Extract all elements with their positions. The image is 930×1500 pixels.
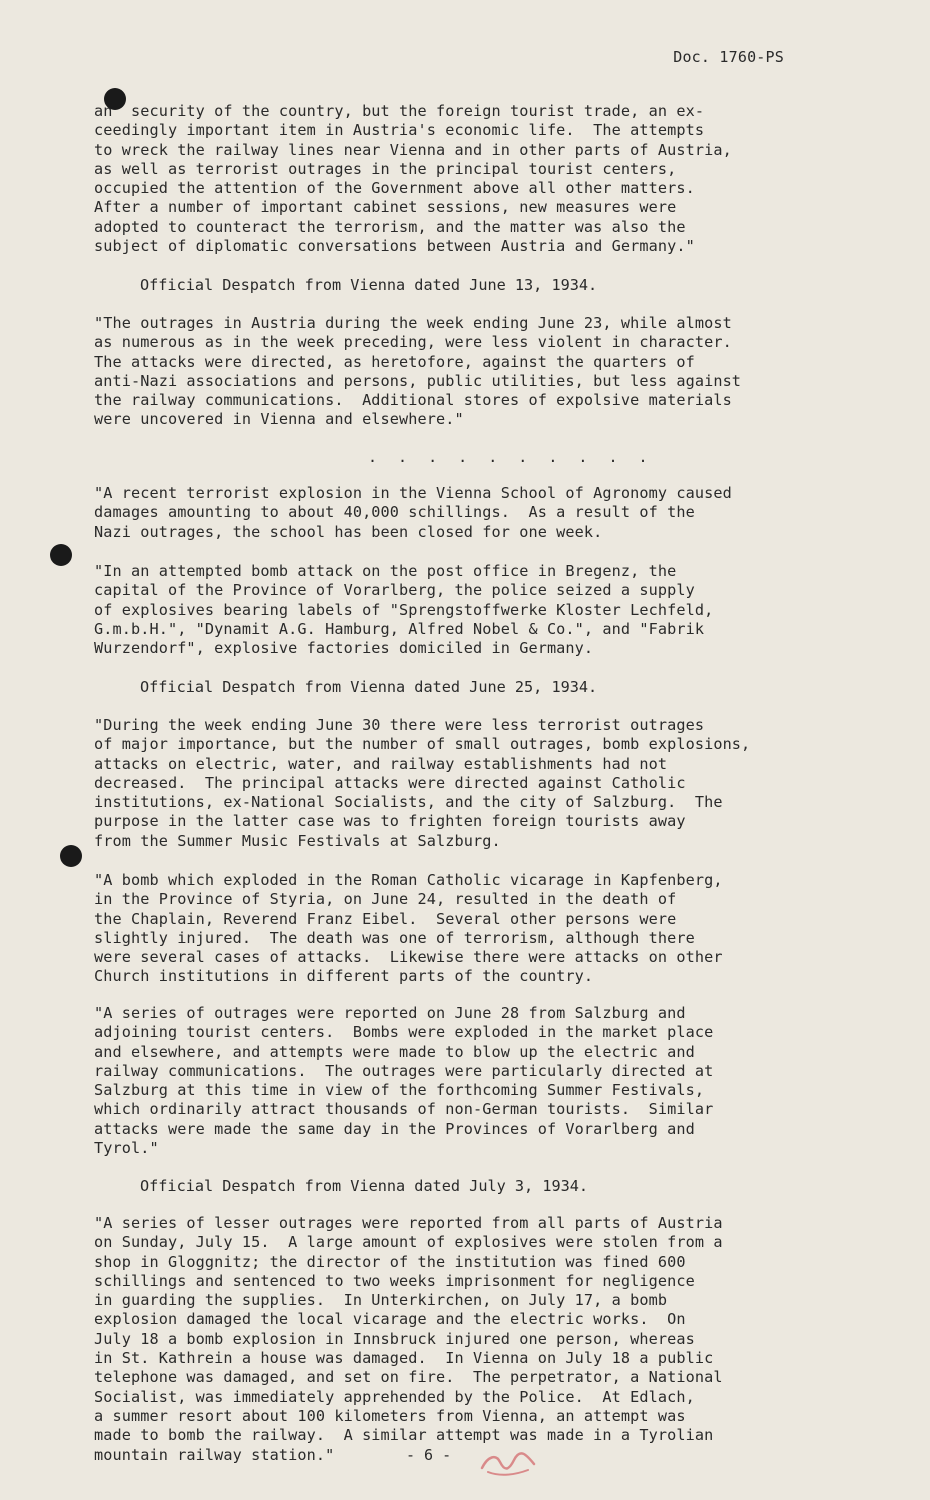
- paragraph-salzburg-outrages: "A series of outrages were reported on June 28 from Salzburg and adjoining tourist centers. Bombs were exploded in the market place and elsewhere, and attempts were made to blow up the electric and railway communications. The outrages were particularly directed at Salzburg at this time in view of the forthcoming Summer Festivals, which ordinarily attract thousands of non-German tourists. Similar attacks were made the same day in the Provinces of Vorarlberg and Tyrol.": [94, 1004, 714, 1158]
- despatch-heading-june-25: Official Despatch from Vienna dated June 25, 1934.: [140, 678, 598, 696]
- punch-hole-icon: [50, 544, 72, 566]
- punch-hole-icon: [60, 845, 82, 867]
- handwritten-mark-icon: [478, 1448, 538, 1478]
- paragraph-outrages-june-23: "The outrages in Austria during the week ending June 23, while almost as numerous as in the week preceding, were less violent in character. The attacks were directed, as heretofore, against the quarters of anti-Nazi associations and persons, public utilities, but less against the railway communications. Additional stores of expolsive materials were uncovered in Vienna and elsewhere.": [94, 314, 742, 429]
- document-reference: Doc. 1760-PS: [673, 48, 784, 66]
- paragraph-week-ending-june-30: "During the week ending June 30 there were less terrorist outrages of major importance, but the number of small outrages, bomb explosions, attacks on electric, water, and railway establishments had not decreased. The principal attacks were directed against Catholic institutions, ex-National Socialists, and the city of Salzburg. The purpose in the latter case was to frighten foreign tourists away from the Summer Music Festivals at Salzburg.: [94, 716, 751, 850]
- paragraph-bregenz-bomb: "In an attempted bomb attack on the post office in Bregenz, the capital of the Province of Vorarlberg, the police seized a supply of explosives bearing labels of "Sprengstoffwerke Kloster Lechfeld, G.m.b.H.", "Dynamit A.G. Hamburg, Alfred Nobel & Co.", and "Fabrik Wurzendorf", explosive factories domiciled in Germany.: [94, 562, 714, 658]
- page-number: - 6 -: [406, 1446, 452, 1464]
- paragraph-school-of-agronomy: "A recent terrorist explosion in the Vienna School of Agronomy caused damages amounting to about 40,000 schillings. As a result of the Nazi outrages, the school has been closed for one week.: [94, 484, 732, 541]
- despatch-heading-july-3: Official Despatch from Vienna dated July 3, 1934.: [140, 1177, 589, 1195]
- paragraph-july-15-outrages: "A series of lesser outrages were reported from all parts of Austria on Sunday, July 15. A large amount of explosives were stolen from a shop in Gloggnitz; the director of the institution was fined 600 schillings and sentenced to two weeks imprisonment for negligence in guarding the supplies. In Unterkirchen, on July 17, a bomb explosion damaged the local vicarage and the electric works. On July 18 a bomb explosion in Innsbruck injured one person, whereas in St. Kathrein a house was damaged. In Vienna on July 18 a public telephone was damaged, and set on fire. The perpetrator, a National Socialist, was immediately apprehended by the Police. At Edlach, a summer resort about 100 kilometers from Vienna, an attempt was made to bomb the railway. A similar attempt was made in a Tyrolian mountain railway station.": [94, 1214, 723, 1464]
- paragraph-kapfenberg-bomb: "A bomb which exploded in the Roman Catholic vicarage in Kapfenberg, in the Province of Styria, on June 24, resulted in the death of the Chaplain, Reverend Franz Eibel. Several other persons were slightly injured. The death was one of terrorism, although there were several cases of attacks. Likewise there were attacks on other Church institutions in different parts of the country.: [94, 871, 723, 986]
- section-separator: . . . . . . . . . .: [368, 448, 654, 466]
- paragraph-intro: an security of the country, but the foreign tourist trade, an ex- ceedingly important item in Austria's economic life. The attempts to wreck the railway lines near Vienna and in other parts of Austria, as well as terrorist outrages in the principal tourist centers, occupied the attention of the Government above all other matters. After a number of important cabinet sessions, new measures were adopted to counteract the terrorism, and the matter was also the subject of diplomatic conversations between Austria and Germany.": [94, 102, 732, 256]
- despatch-heading-june-13: Official Despatch from Vienna dated June 13, 1934.: [140, 276, 598, 294]
